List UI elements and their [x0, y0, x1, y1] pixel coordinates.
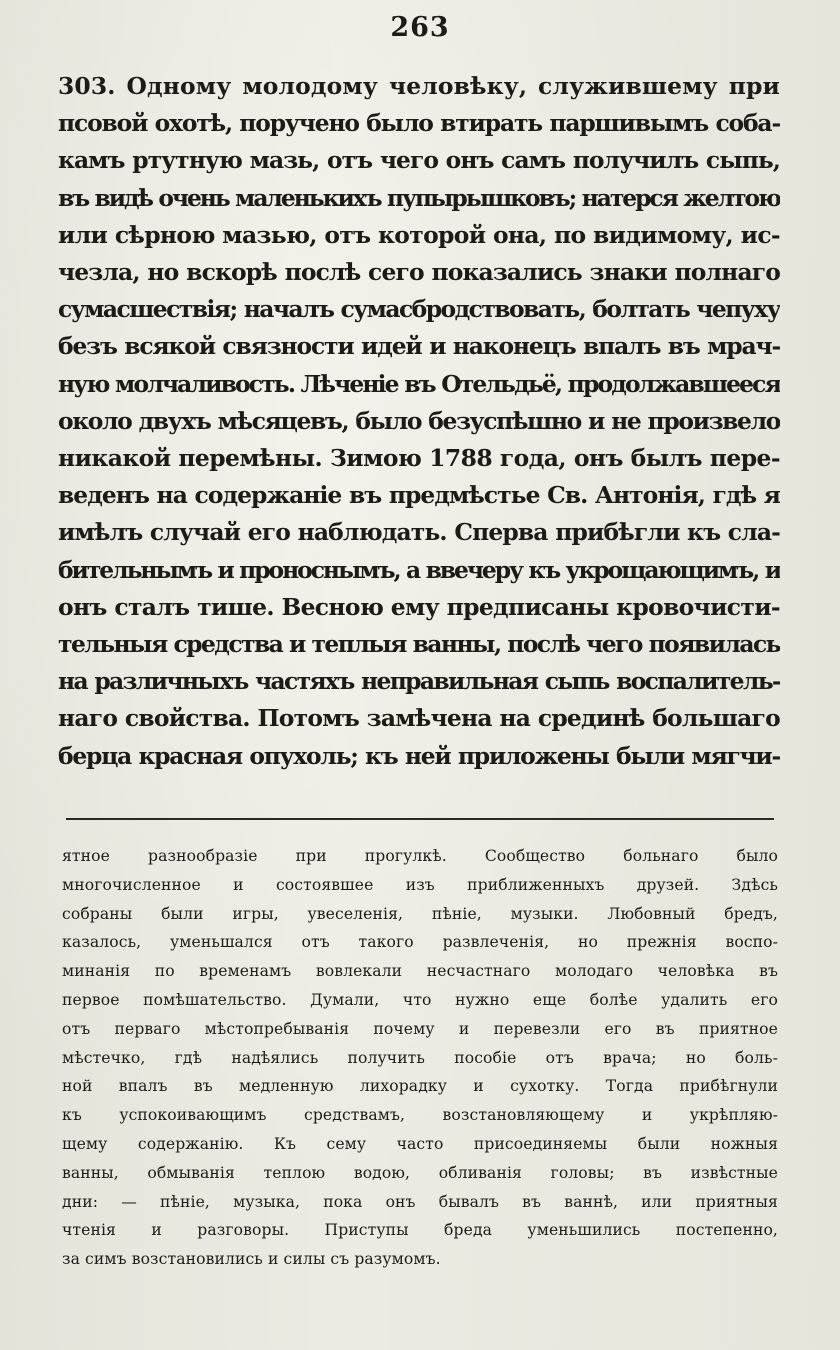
- main-text-line: ную молчаливость. Лѣченіе въ Отельдьё, продолжавшееся: [58, 369, 780, 398]
- footnote-line: дни: — пѣніе, музыка, пока онъ бывалъ въ ваннѣ, или приятныя: [62, 1192, 778, 1211]
- footnote-block: [62, 842, 778, 1274]
- footnote-line: собраны были игры, увеселенія, пѣніе, музыки. Любовный бредъ,: [62, 904, 778, 923]
- main-text-line: безъ всякой связности идей и наконецъ впалъ въ мрач-: [58, 332, 780, 361]
- footnote-line: чтенія и разговоры. Приступы бреда уменьшились постепенно,: [62, 1221, 778, 1240]
- footnote-line: за симъ возстановились и силы съ разумомъ.: [62, 1250, 441, 1269]
- footnote-line: первое помѣшательство. Думали, что нужно еще болѣе удалить его: [62, 990, 778, 1009]
- footnote-line: казалось, уменьшался отъ такого развлеченія, но прежнія воспо-: [62, 933, 778, 952]
- main-text-line: на различныхъ частяхъ неправильная сыпь воспалитель-: [58, 667, 780, 696]
- main-text-line: тельныя средства и теплыя ванны, послѣ чего появилась: [58, 630, 780, 659]
- main-text-line: чезла, но вскорѣ послѣ сего показались знаки полнаго: [58, 258, 780, 287]
- main-text-line: онъ сталъ тише. Весною ему предписаны кровочисти-: [58, 592, 780, 621]
- footnote-line: ванны, обмыванія теплою водою, обливанія головы; въ извѣстные: [62, 1163, 778, 1182]
- footnote-line: къ успокоивающимъ средствамъ, возстановляющему и укрѣпляю-: [62, 1106, 778, 1125]
- main-text-line: сумасшествія; началъ сумасбродствовать, болтать чепуху: [58, 295, 780, 324]
- main-text-line: наго свойства. Потомъ замѣчена на срединѣ большаго: [58, 704, 780, 733]
- footnote-line: ной впалъ въ медленную лихорадку и сухотку. Тогда прибѣгнули: [62, 1077, 778, 1096]
- main-text-block: [58, 68, 780, 775]
- main-text-line: 303. Одному молодому человѣку, служившему при: [58, 72, 780, 100]
- main-text-line: около двухъ мѣсяцевъ, было безуспѣшно и не произвело: [58, 406, 780, 435]
- footnote-line: мѣстечко, гдѣ надѣялись получить пособіе отъ врача; но боль-: [62, 1048, 778, 1067]
- main-text-line: или сѣрною мазью, отъ которой она, по видимому, ис-: [58, 220, 780, 249]
- main-text-line: бительнымъ и проноснымъ, а ввечеру къ укрощающимъ, и: [58, 555, 780, 584]
- footnote-line: отъ перваго мѣстопребыванія почему и перевезли его въ приятное: [62, 1019, 778, 1038]
- footnote-line: ятное разнообразіе при прогулкѣ. Сообщество больнаго было: [62, 847, 778, 865]
- page-number: 263: [390, 12, 450, 43]
- main-text-line: имѣлъ случай его наблюдать. Сперва прибѣгли къ сла-: [58, 518, 780, 547]
- main-text-line: въ видѣ очень маленькихъ пупырышковъ; натерся желтою: [58, 183, 780, 212]
- main-text-line: никакой перемѣны. Зимою 1788 года, онъ былъ пере-: [58, 444, 780, 473]
- footnote-line: многочисленное и состоявшее изъ приближенныхъ друзей. Здѣсь: [62, 875, 778, 894]
- main-text-line: берца красная опухоль; къ ней приложены были мягчи-: [58, 741, 780, 770]
- main-text-line: псовой охотѣ, поручено было втирать паршивымъ соба-: [58, 109, 780, 138]
- main-text-line: камъ ртутную мазь, отъ чего онъ самъ получилъ сыпь,: [58, 146, 780, 175]
- footnote-line: минанія по временамъ вовлекали несчастнаго молодаго человѣка въ: [62, 962, 778, 981]
- main-text-line: веденъ на содержаніе въ предмѣстье Св. Антонія, гдѣ я: [58, 481, 780, 510]
- footnote-line: щему содержанію. Къ сему часто присоединяемы были ножныя: [62, 1134, 778, 1153]
- footnote-divider: [66, 818, 774, 820]
